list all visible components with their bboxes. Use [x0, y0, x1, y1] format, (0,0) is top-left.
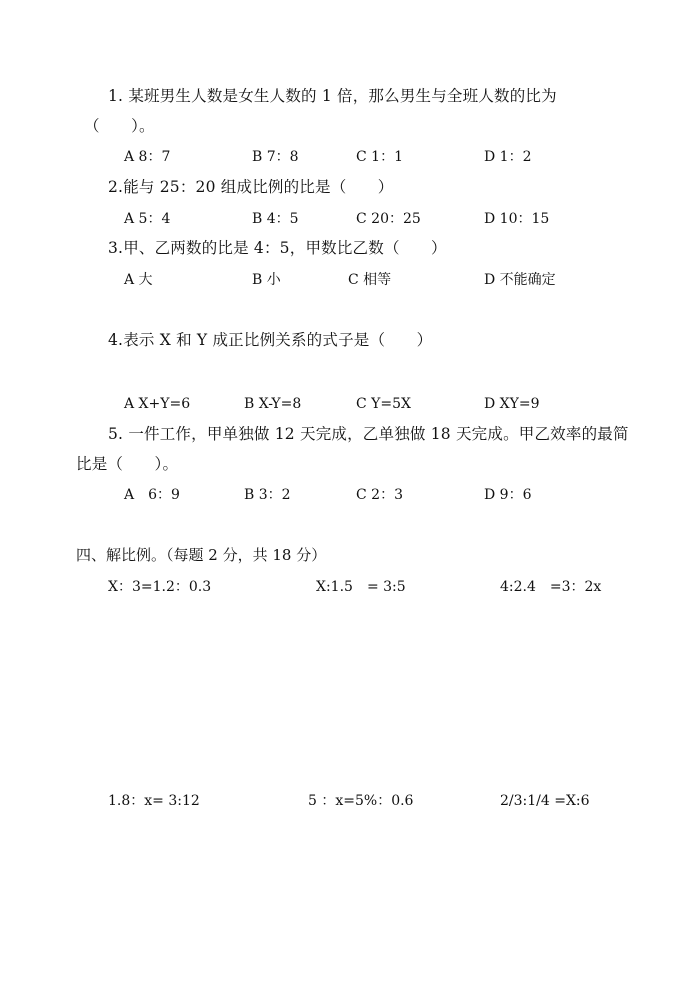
proportion-equation-5: 5 ：x=5%：0.6 — [308, 793, 414, 809]
question-2-option-c: C 20：25 — [356, 211, 421, 227]
question-4-option-b: B X-Y=8 — [244, 396, 302, 412]
question-4-option-d: D XY=9 — [484, 396, 540, 412]
proportion-equation-1: X：3=1.2：0.3 — [108, 579, 212, 595]
question-3-option-d: D 不能确定 — [484, 272, 556, 288]
question-5-option-d: D 9：6 — [484, 487, 532, 503]
question-2-option-b: B 4：5 — [252, 211, 299, 227]
question-3-option-b: B 小 — [252, 272, 281, 288]
question-1-option-a: A 8：7 — [124, 149, 171, 165]
proportion-equation-4: 1.8：x= 3:12 — [108, 793, 200, 809]
question-5-stem: 5. 一件工作，甲单独做 12 天完成，乙单独做 18 天完成。甲乙效率的最简 — [108, 425, 629, 443]
proportion-equation-6: 2/3:1/4 =X:6 — [500, 793, 590, 809]
question-1-stem-continued: （ ）。 — [84, 117, 155, 135]
question-3-option-a: A 大 — [124, 272, 153, 288]
question-5-stem-continued: 比是（ ）。 — [76, 455, 179, 473]
question-4-option-a: A X+Y=6 — [124, 396, 191, 412]
question-1-stem: 1. 某班男生人数是女生人数的 1 倍，那么男生与全班人数的比为 — [108, 87, 557, 105]
proportion-equation-3: 4:2.4 =3：2x — [500, 579, 602, 595]
question-2-stem: 2.能与 25：20 组成比例的比是（ ） — [108, 178, 394, 196]
question-3-stem: 3.甲、乙两数的比是 4：5，甲数比乙数（ ） — [108, 239, 447, 257]
question-3-option-c: C 相等 — [348, 272, 392, 288]
question-5-option-b: B 3：2 — [244, 487, 291, 503]
question-1-option-b: B 7：8 — [252, 149, 299, 165]
question-4-option-c: C Y=5X — [356, 396, 412, 412]
question-2-option-d: D 10：15 — [484, 211, 550, 227]
question-5-option-c: C 2：3 — [356, 487, 403, 503]
proportion-equation-2: X:1.5 = 3:5 — [316, 579, 406, 595]
question-5-option-a: A 6：9 — [124, 487, 180, 503]
question-1-option-d: D 1：2 — [484, 149, 532, 165]
section-4-title: 四、解比例。（每题 2 分，共 18 分） — [76, 546, 327, 564]
question-2-option-a: A 5：4 — [124, 211, 171, 227]
question-1-option-c: C 1：1 — [356, 149, 403, 165]
question-4-stem: 4.表示 X 和 Y 成正比例关系的式子是（ ） — [108, 331, 433, 349]
